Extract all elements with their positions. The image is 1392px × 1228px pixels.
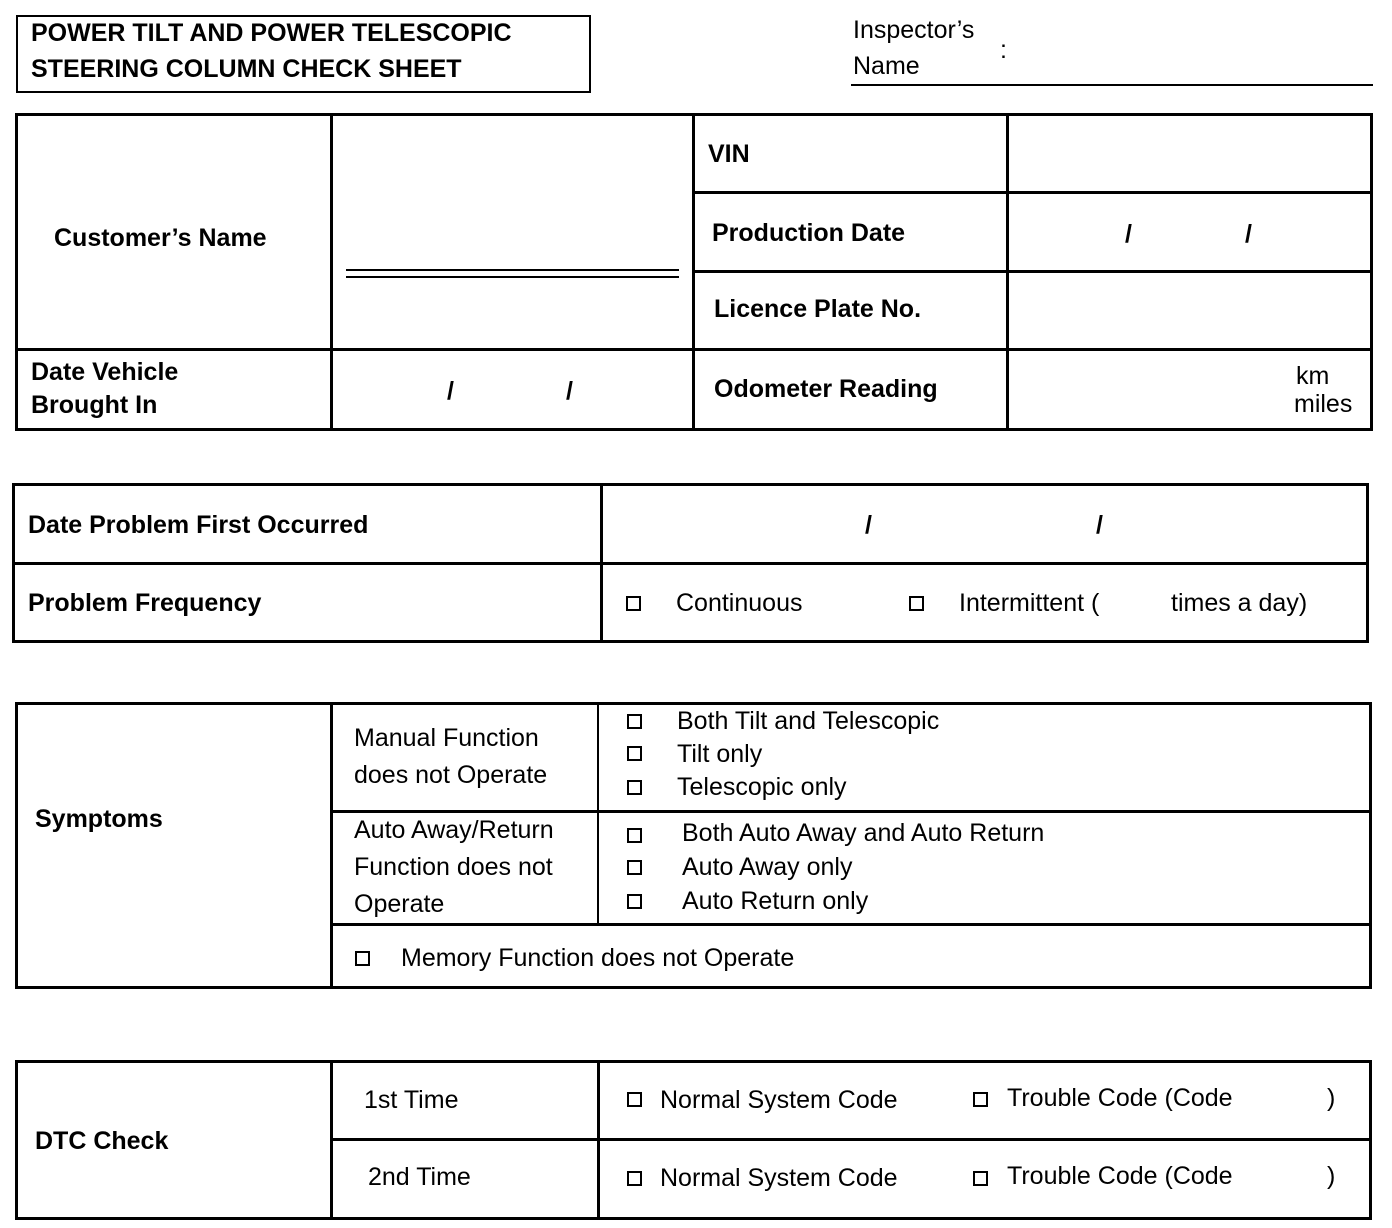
manual-option: Both Tilt and Telescopic (677, 707, 940, 735)
production-date-label: Production Date (712, 219, 906, 247)
divider (15, 348, 1373, 351)
customer-name-field-underline (346, 276, 679, 278)
trouble-code-label: Trouble Code (Code (1007, 1084, 1233, 1112)
divider (692, 191, 1373, 194)
auto-option: Auto Return only (682, 887, 869, 915)
odometer-label: Odometer Reading (714, 375, 938, 403)
vin-label: VIN (708, 140, 750, 168)
tilt-only-checkbox[interactable] (627, 746, 642, 761)
auto-function-label-line-2: Function does not (354, 853, 553, 881)
divider (12, 562, 1369, 565)
divider (330, 923, 1372, 926)
divider (330, 1138, 1372, 1141)
second-normal-code-checkbox[interactable] (627, 1171, 642, 1186)
title-line-1: POWER TILT AND POWER TELESCOPIC (31, 19, 512, 47)
divider (597, 702, 599, 924)
odometer-unit-km: km (1296, 362, 1330, 390)
both-auto-away-return-checkbox[interactable] (627, 828, 642, 843)
second-trouble-code-checkbox[interactable] (973, 1171, 988, 1186)
date-problem-slash: / (865, 511, 872, 539)
manual-function-label-line-1: Manual Function (354, 724, 539, 752)
auto-away-only-checkbox[interactable] (627, 860, 642, 875)
both-tilt-telescopic-checkbox[interactable] (627, 714, 642, 729)
date-brought-in-label-line-1: Date Vehicle (31, 358, 179, 386)
auto-option: Auto Away only (682, 853, 853, 881)
first-trouble-code-checkbox[interactable] (973, 1092, 988, 1107)
production-date-slash: / (1125, 220, 1132, 248)
licence-plate-label: Licence Plate No. (714, 295, 922, 323)
auto-return-only-checkbox[interactable] (627, 894, 642, 909)
divider (692, 270, 1373, 273)
trouble-code-close-paren: ) (1327, 1162, 1336, 1190)
memory-function-checkbox[interactable] (355, 951, 370, 966)
odometer-unit-miles: miles (1294, 390, 1353, 418)
second-time-label: 2nd Time (368, 1163, 471, 1191)
manual-function-label-line-2: does not Operate (354, 761, 548, 789)
inspector-label-line-2: Name (853, 52, 920, 80)
memory-function-label: Memory Function does not Operate (401, 944, 795, 972)
telescopic-only-checkbox[interactable] (627, 780, 642, 795)
title-line-2: STEERING COLUMN CHECK SHEET (31, 55, 462, 83)
date-problem-slash: / (1096, 511, 1103, 539)
auto-option: Both Auto Away and Auto Return (682, 819, 1045, 847)
times-a-day-label: times a day) (1171, 589, 1308, 617)
continuous-checkbox[interactable] (626, 596, 641, 611)
divider (330, 113, 333, 431)
customer-name-label: Customer’s Name (54, 224, 267, 252)
symptoms-label: Symptoms (35, 805, 163, 833)
problem-frequency-label: Problem Frequency (28, 589, 262, 617)
manual-option: Telescopic only (677, 773, 847, 801)
auto-function-label-line-1: Auto Away/Return (354, 816, 554, 844)
trouble-code-label: Trouble Code (Code (1007, 1162, 1233, 1190)
customer-name-field[interactable] (346, 269, 679, 271)
date-brought-in-label-line-2: Brought In (31, 391, 158, 419)
dtc-check-label: DTC Check (35, 1127, 169, 1155)
date-brought-in-slash: / (447, 377, 454, 405)
auto-function-label-line-3: Operate (354, 890, 445, 918)
trouble-code-close-paren: ) (1327, 1084, 1336, 1112)
first-time-label: 1st Time (364, 1086, 459, 1114)
date-brought-in-slash: / (566, 377, 573, 405)
inspector-colon: : (1000, 36, 1007, 64)
intermittent-checkbox[interactable] (909, 596, 924, 611)
divider (330, 702, 333, 989)
inspector-label-line-1: Inspector’s (853, 16, 975, 44)
continuous-label: Continuous (676, 589, 803, 617)
production-date-slash: / (1245, 220, 1252, 248)
manual-option: Tilt only (677, 740, 763, 768)
first-normal-code-checkbox[interactable] (627, 1092, 642, 1107)
inspector-name-field[interactable] (851, 84, 1373, 86)
date-problem-first-label: Date Problem First Occurred (28, 511, 369, 539)
intermittent-label: Intermittent ( (959, 589, 1100, 617)
normal-code-label: Normal System Code (660, 1086, 898, 1114)
normal-code-label: Normal System Code (660, 1164, 898, 1192)
divider (330, 810, 1372, 813)
